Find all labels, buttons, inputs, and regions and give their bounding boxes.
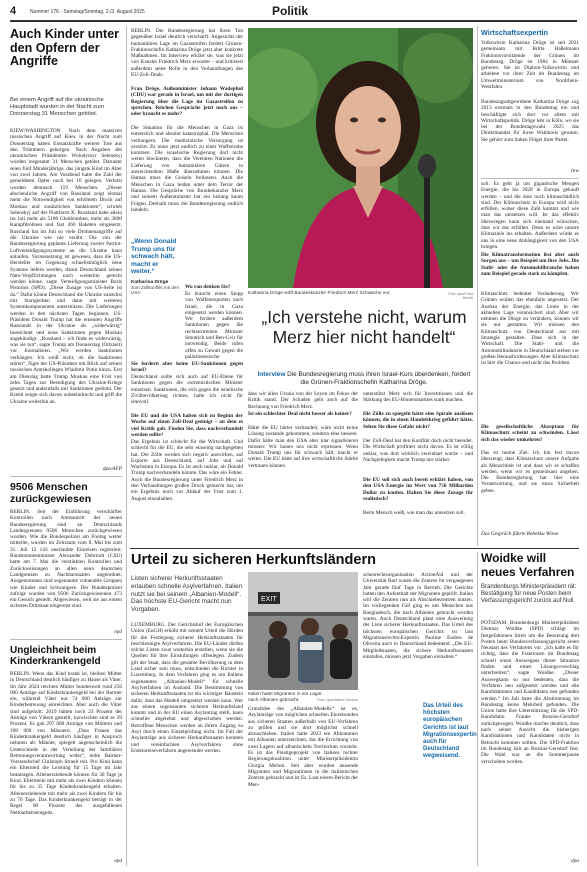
header-rule — [10, 20, 577, 22]
left-subhead: Bei einem Angriff auf die ukrainische Hauptstadt wurden in der Nacht zum Donnerstag 31 Menschen getötet. — [10, 97, 105, 117]
center-answer-7: Beim Mensch weiß, wie man das umsetzen soll. — [363, 510, 465, 516]
intro-block — [255, 371, 473, 386]
left-credit-1: dpa/AFP — [102, 466, 122, 472]
bottom-right-body: POTSDAM. Brandenburgs Ministerpräsident Dietmar Woidke (SPD) schlägt im festgefahrenen Streit um die Besetzung drei Posten beim Bundesverfassungsgericht einen Neustart des Verfahrens vor. „Ich halte es für richtig, dass die Fraktionen im Bundestag schnell einen Auswegaus dieser Situation finden und einen Lösungsvorschlag unterbreiten“, sagte Woidke. „Dieser Auswegkann so nur bedeuten, dass die Verfahren neu aufgesetzt werden und alle Kandidatinnen und Kandidaten neu gefunden werden.“ Im Juli hatte die Abstimmung im Bundestag keine Mehrheit gefunden. Die Union hatte ihre Unterstützung für die SPD-Kandidatin Frauke Brosius-Gersdorf zurückgezogen. Woidke machte deutlich, dass nach seiner Ansicht die bisherigen Kandidatinnen und Kandidaten nicht in Betracht kommen sollten. Die SPD-Fraktion im Bundestag hält an Brosius-Gersdorf fest. Die Wahl war an die Sommerpause verschoben worden. — [481, 620, 579, 765]
main-headline: „Ich verstehe nicht, warum Merz hier nicht handelt“ — [261, 307, 467, 347]
center-question-5: Ist ein schlechter Deal nicht besser als keiner? — [248, 411, 352, 417]
right-body-1: soll. Es geht ja um gigantische Mengen Energie, die bis 2028 in Europa gekauft werden – und die dass noch klimaschädlich sind. Der Klimaschutz in Europa wird nicht erfüllen, woher diese Zahl kommt und wie man das umsetzen will. Ist das effektiv überwiegen kann sich niemand wünschen, dass wir das erfüllen. Denn es wäre unsere Klimaziele ins erhalten. Außerdem würde es uns in eine neue Abhängigkeit von den USA bringen. — [481, 181, 579, 250]
pullquote-text: „Wenn Donald Trump uns für schwach hält, macht er weiter.“ — [131, 238, 177, 276]
left-credit-3: epd — [114, 858, 122, 864]
photo-caption: Katharina Dröge wirft Bundeskanzler Friedrich Merz Schwäche vor. — [248, 291, 391, 296]
left-divider-1 — [10, 476, 122, 477]
left-credit-2: epd — [114, 629, 122, 635]
info-box-divider — [481, 178, 579, 179]
center-answer-3: Deutschland sollte sich auch auf EU-Ebene für Sanktionen gegen die extremistischen Minister einsetzen. Sanktionen, die sich gegen die israelische Zivilbevölkerung richten, halte ich nicht für sinnvoll. — [131, 374, 243, 406]
center-question-1: Frau Dröge, Außenminister Johann Wadephul (CDU) war gerade in Israel, um mit der dortigen Regierung über die Lage im Gazastreifen zu sprechen. Reichen Gespräche jetzt noch aus – oder braucht es mehr? — [131, 86, 243, 118]
info-box-bio-1: Volkswirtin Katharina Dröge ist seit 2021 gemeinsam mit Britta Haßelmann Fraktionsvorsitzende der Grünen im Bundestag. Dröge ist 1984 in Münster geboren. Sie ist Diplom-Volkswirtin und arbeitete vor ihrer Zeit im Bundestag im Umweltministerium von Nordrhein-Westfalen. — [481, 40, 579, 91]
interview-credit: Das Gespräch führte Rebekka Wiese. — [481, 531, 560, 537]
left-body-3: BERLIN. Wenn das Kind krank ist, bleiben Mütter in Deutschland deutlich häufiger zu Hause als Väter. Im Jahr 2024 reichten Mütter bundesweit rund 256 000 Anträge auf Kinderkrankengeld bei der Barmer ein, während Väter nur 74 000 Anträge zur Kinderbetreuung einreichten. Aber auch die Väter sind aufgeholt: 2019 hätten noch 23 Prozent der Anträge von Vätern gestellt, inzwischen sind es 29 Prozent. Es gab 297 000 Anträge von Müttern und 108 000 von Männern. „Dass Frauen das Kinderkrankengeld deutlich häufiger in Anspruch nehmen als Männer, spiegelt augenscheinlich die Unterschiede in der Verteilung der familiären Betreuungsverantwortung wider“, teilte Barmer-Vorstandschef Christoph Straub mit. Pro Kind kann ein Elternteil die Leistung für 15 Tage im Jahr beantragen. Alleinerziehende können für 30 Tage je Kind. Elternteile mit mehr als zwei Kindern können für bis zu 35 Tage Kinderkrankengeld erhalten. Alleinerziehende mit mehr als zwei Kindern für bis zu 70 Tage. Das Kinderkrankengeld beträgt in der Regel 90 Prozent des ausgefallenen Nettoarbeitsentgelts. — [10, 671, 122, 816]
bottom-body-2: Grundidee des „Albanien-Modells“ ist es, Asylanträge von möglichen schnellen Einreisenden aus sicheren Staaten außerhalb von EU-Verfahren zu prüfen und sie dort möglichst schnell abzuschieben. Italien hatte 2023 ein Abkommen mit Albanien unterzeichnet, das die Errichtung von zwei Lagern auf albanischem Territorium vorsieht. Es ist das Prestigeprojekt von Italiens rechter Regierungskoalition unter Ministerpräsidentin Giorgia Meloni. Seit aber wurden tausende Migranten und Migrantinnen in die italienischen Zentren gebracht und ist Es. Laut einem Bericht der Men- — [248, 706, 358, 788]
left-divider-2 — [10, 639, 122, 640]
center-question-6: Die Zölle zu spiegeln hätte eine Spirale auslösen können, die in einen Handelskrieg geführt hätte. Sehen Sie diese Gefahr nicht? — [363, 411, 473, 430]
svg-text:EXIT: EXIT — [261, 596, 277, 603]
center-question-2: Wo ran denken Sie? — [185, 284, 231, 290]
column-separator-bottom-right — [477, 552, 478, 866]
section-title: Politik — [272, 4, 309, 18]
info-box-credit: rnw — [570, 168, 579, 174]
bottom-headline: Urteil zu sicheren Herkunftsländern — [131, 552, 376, 568]
center-col4-lead: unterstützt Merz sich für Investitionen und die Stärkung des EU-Binnenmarktes stark machen. — [363, 391, 473, 404]
info-box-bio-2: Bundestagsabgeordnete Katharina Dröge zog 2013 erstmals in den Bundestag ein und beschäftigte sich dort vor allem mit Wirtschaftspolitik. Dröge lebt in Köln, wo sie bei der Bundestagswahl 2025 das Direktmandat für ihren Wahlkreis gewann. Sie gehört zum linken Flügel ihrer Partei. — [481, 99, 579, 143]
bottom-subhead: Listen sicherer Herkunftsstaaten erlauben schnelle Asylverfahren. Italien nutzt sie bei seinem „Albanien-Modell“. Das höchste EU-Gericht macht nun Vorgaben. — [131, 575, 243, 614]
page-number: 4 — [10, 5, 17, 17]
center-answer-1: Die Situation für die Menschen in Gaza ist entsetzlich und absolut katastrophal. Die Menschen verhungern. Die medizinische Versorgung ist zerstört. Es muss jetzt endlich zu einer Waffenruhe kommen. Die israelische Regierung darf nicht weiter blockieren, dass die Vereinten Nationen die Lieferung von humanitären Gütern in ausreichendem Maße übernehmen können. Die Hamas muss die Geiseln freilassen. Auch die Menschen in Gaza leiden unter dem Terror der Hamas. Die Gespräche von Bundeskanzler Merz und seinem Außenminister hat ein bislang kaum Folgen. Deshalb muss die Bundesregierung endlich handeln. — [131, 125, 243, 213]
pullquote-role: zum Zollkonflikt mit den USA — [131, 284, 179, 296]
info-box-label: Wirtschaftsexpertin — [481, 28, 549, 37]
center-question-7: Die EU soll sich auch bereit erklärt haben, von den USA Energie im Wert von 750 Milliarden Dollar zu kaufen. Halten Sie diese Zusage für realistisch? — [363, 477, 473, 502]
bottom-right-subhead: Brandenburgs Ministerpräsident rät: Bestätigung für neue Posten beim Verfassungsgericht zurück auf Null. — [481, 584, 577, 605]
bottom-right-credit: dpa — [571, 858, 579, 864]
migrants-photo — [248, 572, 358, 690]
migrants-photo-credit: Foto: dpa/Valerio Nicolosi — [317, 698, 358, 702]
center-answer-4: Das Ergebnis ist schlecht für die Wirtschaft. Und schlecht für die EU, die sehr einseitig nachgegeben hat. Die Zölle werden sich negativ auswirken, auf Exporte aus Deutschland, auf Jobs und auf Wachstum in Europa. Es ist auch unklar, ob Donald Trump nachverhandeln könnte. Das wäre ein Fehler. Auch die Bundesregierung unter Friedrich Merz in den Verhandlungen großen Druck gemacht hat, um ein Ergebnis noch vor Ablauf der Frist zum 1. August einzuhalten. — [131, 439, 243, 502]
left-headline-3: Ungleichheit beim Kinderkrankengeld — [10, 645, 101, 667]
pullquote-box — [131, 238, 181, 296]
pullquote-credit: Katharina Dröge — [131, 279, 169, 285]
right-answer-2: Das ist meine Ziel. Ich bin fest davon überzeugt, dass Klimaschutz unsere Aufgabe als Menschheit ist und dass wir es schaffen werden, wenn wir es gemeinsam angehen. Die Bundesregierung hat hier eine Verantwortung, und sie muss Sicherheit geben. — [481, 450, 579, 494]
bottom-highlight: Das Urteil des höchsten europäischen Gerichts ist laut Migrationsexpertin auch für Deutschland wegweisend. — [419, 700, 473, 764]
photo-credit: Foto: dpa/Carla Benkö — [448, 292, 473, 300]
center-col3-lead: dass wir allen Ursula von der Leyen im Fokus der Kritik stand. Der Schaden geht auch auf die Rechnung von Friedrich Merz. — [248, 391, 358, 410]
center-answer-2: Es braucht einen Stopp von Waffenexporten nach Israel, die in Gaza eingesetzt werden können. Wir fordern außerdem Sanktionen gegen die rechtsextremen Minister Smotrich und Ben-Gvir für notwendig. Beide rufen offen zu Gewalt gegen die palästinensische — [185, 291, 243, 359]
right-answer-1: Klimaschutz bedeutet Veränderung. Wir Grünen wollen das ebenfalls angesetzt. Der Ausbau der Energie, das Leute in der aktuellen Lage verunsichert sind. Aber wir nehmen die Dinge zu verändern, können wir sie nur gestalten. Wir müssen den Klimaschutz von Deutschland aus mit Strategie gestalten. Dass sich in der Wirtschaft. Die Stahl- und die Automobilindustrie in Deutschland stehen vor großen Herausforderungen. Aber Klimaschutz ist hier die Chance und nicht das Problem. — [481, 291, 579, 367]
column-separator-right — [477, 26, 478, 546]
bottom-body-3: schenrechtsorganisation ActionAid und der Universität Bari waren die Zentren im vergangenen Jahr gerade fünf Tage in Betrieb. Die Gerichte hatten den Aufenthalt der Migranten geprüft. Italien will die Zentren nun als Abschiebezentren nutzen. Im vorliegenden Fall ging es um Menschen aus Bangladesch, die nach Albanien gebracht worden waren. Auch Deutschland plant eine Ausweitung der Liste sicherer Herkunftsstaaten. Das Urteil des höchsten europäischen Gerichts ist laut Migrationsrechts-Expertin Pauline Endres de Oliveira auch in Deutschland bedeutend. „Die EU-Mitgliedstaaten, die sichere Herkunftsstaaten einstufen, müssen jetzt Vorgaben einhalten.“ — [363, 572, 473, 660]
center-question-3: Sie fordern aber keine EU-Sanktionen gegen Israel? — [131, 361, 243, 374]
column-separator-left — [126, 26, 127, 866]
center-answer-6: Der Zoll-Deal hat den Konflikt doch nicht beendet. Die Wirtschaft profitiert nicht davon. Es ist völlig unklar, was dort wirklich vereinbart wurde – und Nachgiebigkeit macht Trump nur stärker. — [363, 438, 473, 463]
bottom-section-rule — [130, 548, 579, 549]
bottom-right-headline: Woidke will neues Verfahren — [481, 551, 575, 579]
bottom-body-1: LUXEMBURG. Der Gerichtshof der Europäischen Union (EuGH) erhöht mit seinem Urteil die Hürden für die Festlegung sicherer Herkunftsstaaten für beschleunigte Asylverfahren. Die EU-Länder dürfen solche Listen zwar weiterhin erstellen, wenn sie die Quellen für ihre Einstufungen offenlegen. Zudem gilt der Staat, dass die gesamte Bevölkerung in dem Land sicher sein muss, entschieden die Richter in Luxemburg. In dem Verfahren ging es um Italiens sogenanntes „Albanien-Modell“ für schnelle Asylverfahren im Ausland. Die Bestimmung von sicheren Herkunftsstaaten ist ein wichtiger Baustein dafür, dass das Modell umgesetzt werden kann. Wer aus einem sogenannten sicheren Herkunftsland kommt und in der EU einen Asylantrag stellt, kann schneller abgelehnt und abgeschoben werden. Betroffene Menschen werden an ihrem Zugang zu Asyl durch einen Einzelprüfung nicht. Im Fall der Asylanträge aus sicheren Herkunftsstaaten konnten und vereinfachten Asylverfahren ohne Ersteinreiseverfahren angewendet werden. — [131, 622, 243, 754]
issue-line: Nummer 176 · Samstag/Sonntag, 2./3. August 2025 — [30, 9, 145, 15]
center-intro-text: BERLIN. Die Bundesregierung hat ihren Ton gegenüber Israel deutlich verschärft. Angesichts der humanitären Lage im Gazastreifen fordert Grünen-Fraktionschefin Katharina Dröge jetzt aber konkrete Maßnahmen. Im Interview erklärt sie, was sie jetzt von Kanzler Friedrich Merz erwartet – und kritisiert außerdem seine Rolle in den Verhandlungen des EU-Zoll-Deals. — [131, 28, 243, 79]
center-answer-5: Hätte die EU härter verhandelt, wäre nicht keine Lösung zustande gekommen, sondern eine bessere. Dafür hätte man den USA aber klar signalisieren müssen: Wir lassen uns nicht erpressen. Wenn Donald Trump uns für schwach hält, macht er weiter. Die EU hätte auf ihre wirtschaftliche Stärke vertrauen können. — [248, 425, 358, 469]
right-question-2: Die gesellschaftliche Akzeptanz für Klimaschutz scheint zu schwinden. Lässt sich das wieder umkehren? — [481, 424, 579, 443]
left-headline-2: 9506 Menschen zurückgewiesen — [10, 481, 92, 505]
intro-label: Interview — [257, 371, 286, 378]
left-body-1: KIEW/WASHINGTON. Nach dem massiven russischen Angriff auf Kiew in der Nacht zum Donnerstag haben Einsatzkräfte weitere Tote aus den Trümmern geborgen. Nach Angaben des ukrainischen Präsidenten Wolodymyr Selenskyj wurden insgesamt 31 Menschen getötet. Darunter seien fünf Minderjährige, das jüngste Kind im Alter von zwei Jahren. Am Vorabend hatte die Zahl der gemeldeten Opfer noch bei 16 gelegen. Verletzt wurden demnach 159 Menschen. „Dieser abscheuliche Angriff von Russland zeigt einmal mehr die Notwendigkeit von erhöhtem Druck auf Moskau und zusätzlichen Sanktionen“, schrieb Selenskyj auf der Plattform X. Russland habe allein im Juli mehr als 5100 Gleitbomben, mehr als 3800 Kampfdrohnen und fast 260 Raketen eingesetzt. Russland hat im Juli so viele Drohnenangriffe auf die Ukraine wie nie verübt. Die von der Bundesregierung geplante Lieferung zweier Patriot-Luftverteidigungssysteme an die Ukraine kann anlaufen. Voraussetzung ist gewesen, dass die US-Hersteller im Gegenzug schnellstmöglich neue Systeme liefern werden, damit Deutschland seinen Nato-Verpflichtungen nach weiterhin gerecht werden könne, sagte Verteidigungsminister Boris Pistorius (SPD). „Diese Zusage von US-Seite ist da.“ Dafür könne Deutschland die Ukraine zunächst mit Startgeräten und dann mit weiteren Systemkomponenten unterstützen. Die Lieferungen werden in den nächsten Tagen beginnen. US-Präsident Donald Trump hat die erneuten Angriffe Russlands in der Ukraine als „widerwärtig“ bezeichnet und neue Sanktionen gegen Moskau angekündigt. „Russland – ich finde es widerwärtig, was sie tun“, sagte Trump am Donnerstag (Ortszeit) vor Journalisten. „Wir werden Sanktionen verhängen. Ich weiß nicht, ob die Sanktionen stören“, fügte der US-Präsident mit Blick auf seinen russischen Amtskollegen Wladimir Putin hinzu. Erst am Dienstag hatte Trump Moskau eine Frist von zehn Tagen zur Beendigung des Ukraine-Kriegs gesetzt und andernfalls mit Sanktionen gedroht. Der Kreml zeigte sich davon unbeeindruckt und griff die Ukraine weiterhin an. — [10, 128, 122, 405]
left-body-2: BERLIN. Seit der Einführung verschärfter Kontrollen nach Amtsantritt der neuen Bundesregierung sind an Deutschlands Landesgrenzen 9506 Menschen zurückgewiesen worden. Wie die Bundespolizei am Freitag weiter mitteilte, wurden im Zeitraum vom 8. Mai bis zum 31. Juli 12 143 unerlaubte Einreisen registriert. Bundesinnenminister Alexander Dobrindt (CSU) hatte am 7. Mai die verstärkten Kontrollen und Zurückweisungen an allen neun deutschen Landgrenzen zu Nachbarstaaten angeordnet. Ausgenommen sind sogenannte vulnerable Gruppen wie Kinder und Schwangere. Der Bundespolizei zufolge wurden von 9506 Zurückgewiesenen 473 ein Gesuch gestellt. Abgewiesen, weil sie aus einem sicheren Drittstaat eingereist sind. — [10, 509, 122, 610]
right-question-1: Die Klimatransformation löst aber auch Sorgen aus – um Beispiel um ihre Jobs. Die Stahl- oder die Automobilbranche haben zum Beispiel gerade stark zu kämpfen. — [481, 252, 579, 277]
migrants-photo-caption: Italien hatte Migranten in ein Lager nach Albanien gebracht. — [248, 692, 322, 703]
left-headline: Auch Kinder unter den Opfern der Angriffe — [10, 27, 120, 68]
portrait-illustration — [248, 28, 473, 288]
droege-photo — [248, 28, 473, 288]
center-question-4: Die EU und die USA haben sich zu Beginn der Woche auf einen Zoll-Deal geeinigt – an dem es viel Kritik gab. Finden Sie, dass nachverhandelt werden sollte? — [131, 413, 243, 438]
migrants-illustration — [248, 572, 358, 690]
intro-text: Die Bundesregierung muss ihren Israel-Kurs überdenken, fordert die Grünen-Fraktionschefin Katharina Dröge. — [287, 371, 471, 386]
